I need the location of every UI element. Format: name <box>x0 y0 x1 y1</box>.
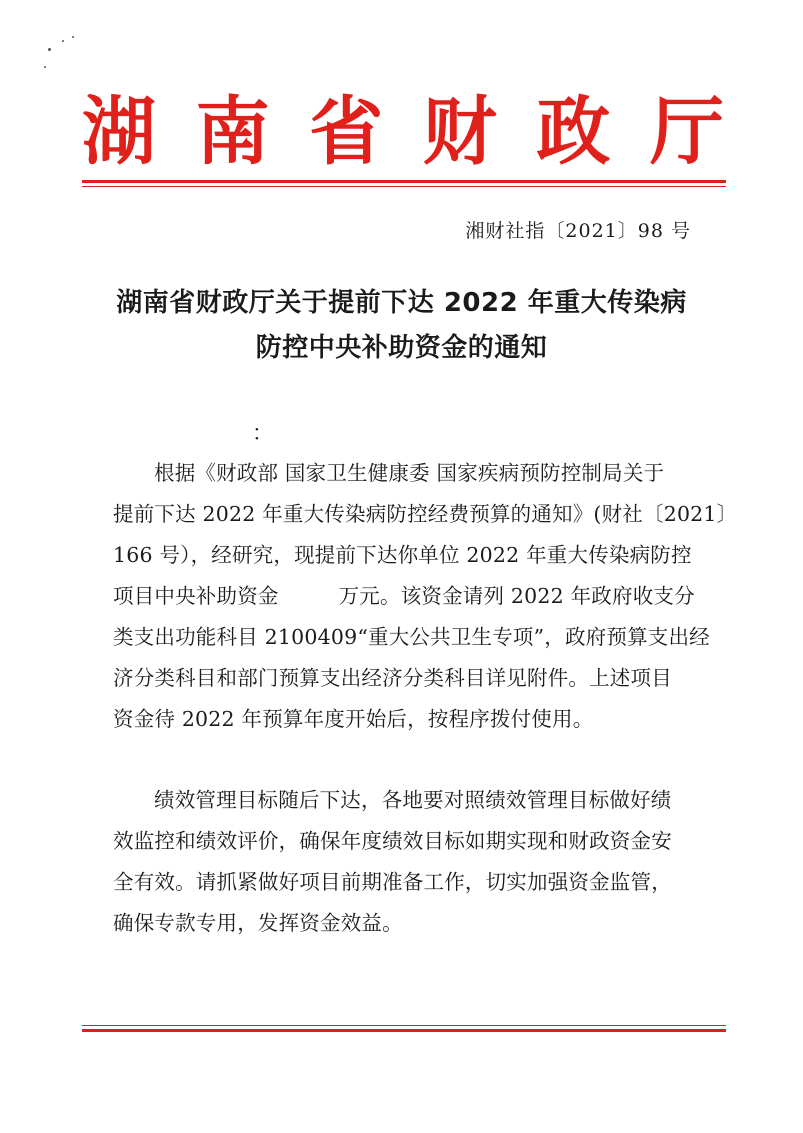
masthead-char: 南 <box>195 89 270 175</box>
paragraph-segment: 万元。该资金请列 2022 年政府收支分 <box>338 584 695 608</box>
paragraph-line: 绩效管理目标随后下达，各地要对照绩效管理目标做好绩 <box>154 788 672 812</box>
masthead-title <box>82 88 724 176</box>
scan-speck <box>44 66 46 68</box>
masthead-char: 财 <box>422 89 497 175</box>
salutation: ： <box>252 421 273 445</box>
scan-speck <box>62 40 64 42</box>
scan-speck <box>48 48 51 51</box>
paragraph-line: 资金待 2022 年预算年度开始后，按程序拨付使用。 <box>113 707 594 731</box>
masthead-char: 省 <box>309 89 384 175</box>
footer-divider-thin <box>82 1025 726 1026</box>
footer-divider-thick <box>82 1029 726 1032</box>
document-title-line-1: 湖南省财政厅关于提前下达 2022 年重大传染病 <box>116 288 687 318</box>
paragraph-line: 效监控和绩效评价，确保年度绩效目标如期实现和财政资金安 <box>113 829 672 853</box>
blank-amount <box>279 576 339 617</box>
paragraph-line: 166 号），经研究，现提前下达你单位 2022 年重大传染病防控 <box>113 543 692 567</box>
paragraph-line: 根据《财政部 国家卫生健康委 国家疾病预防控制局关于 <box>154 461 665 485</box>
paragraph-line: 提前下达 2022 年重大传染病防控经费预算的通知》(财社〔2021〕 <box>113 502 738 526</box>
scan-speck <box>72 36 74 38</box>
masthead-char: 厅 <box>649 89 724 175</box>
paragraph-line: 类支出功能科目 2100409“重大公共卫生专项”，政府预算支出经 <box>113 625 710 649</box>
document-title-line-2: 防控中央补助资金的通知 <box>255 333 548 363</box>
paragraph-1 <box>113 453 738 740</box>
paragraph-line <box>113 576 703 617</box>
masthead-char: 政 <box>536 89 611 175</box>
masthead-divider-thin <box>82 186 726 187</box>
paragraph-line: 济分类科目和部门预算支出经济分类科目详见附件。上述项目 <box>113 666 672 690</box>
paragraph-line: 全有效。请抓紧做好项目前期准备工作，切实加强资金监管， <box>113 870 672 894</box>
masthead-divider-thick <box>82 180 726 183</box>
paragraph-2 <box>113 780 703 944</box>
document-number: 湘财社指〔2021〕98 号 <box>465 220 691 242</box>
paragraph-segment: 项目中央补助资金 <box>113 584 279 608</box>
masthead-char: 湖 <box>82 89 156 175</box>
paragraph-line: 确保专款专用，发挥资金效益。 <box>113 911 403 935</box>
